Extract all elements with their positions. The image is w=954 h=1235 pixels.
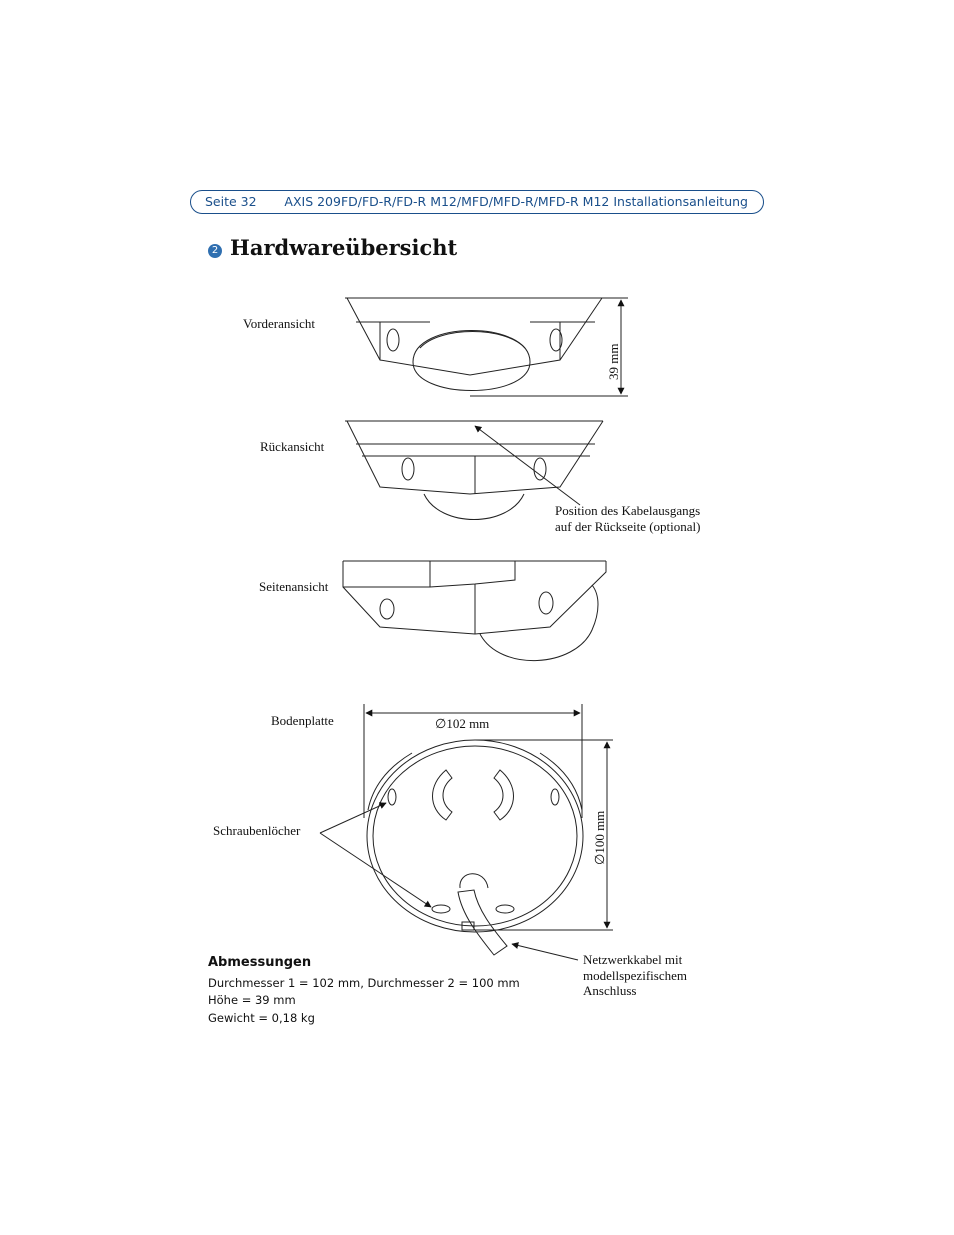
front-view-label: Vorderansicht [243, 316, 315, 331]
network-cable-label-line1: Netzwerkkabel mit [583, 952, 683, 967]
page-number: Seite 32 [205, 194, 257, 209]
height-dimension-label: 39 mm [606, 343, 621, 380]
rear-view-label: Rückansicht [260, 439, 325, 454]
network-cable-label-line3: Anschluss [583, 983, 637, 998]
dimensions-height: Höhe = 39 mm [208, 993, 296, 1007]
side-view-drawing [343, 561, 606, 661]
document-title: AXIS 209FD/FD-R/FD-R M12/MFD/MFD-R/MFD-R M12 Installationsanleitung [284, 194, 748, 209]
screw-holes-label: Schraubenlöcher [213, 823, 301, 838]
front-view-drawing [345, 298, 628, 396]
cable-exit-label-line2: auf der Rückseite (optional) [555, 519, 701, 534]
diameter2-dimension-label: ∅100 mm [592, 810, 607, 865]
dimensions-weight: Gewicht = 0,18 kg [208, 1011, 315, 1025]
section-number-badge: 2 [208, 244, 222, 258]
diameter1-dimension-label: ∅102 mm [435, 716, 490, 731]
base-plate-label: Bodenplatte [271, 713, 334, 728]
base-plate-drawing [320, 704, 613, 960]
network-cable-label-line2: modellspezifischem [583, 968, 687, 983]
section-title: Hardwareübersicht [230, 235, 458, 260]
cable-exit-label-line1: Position des Kabelausgangs [555, 503, 701, 518]
dimensions-diameter: Durchmesser 1 = 102 mm, Durchmesser 2 = 100 mm [208, 976, 520, 990]
dimensions-heading: Abmessungen [208, 955, 312, 970]
side-view-label: Seitenansicht [259, 579, 329, 594]
